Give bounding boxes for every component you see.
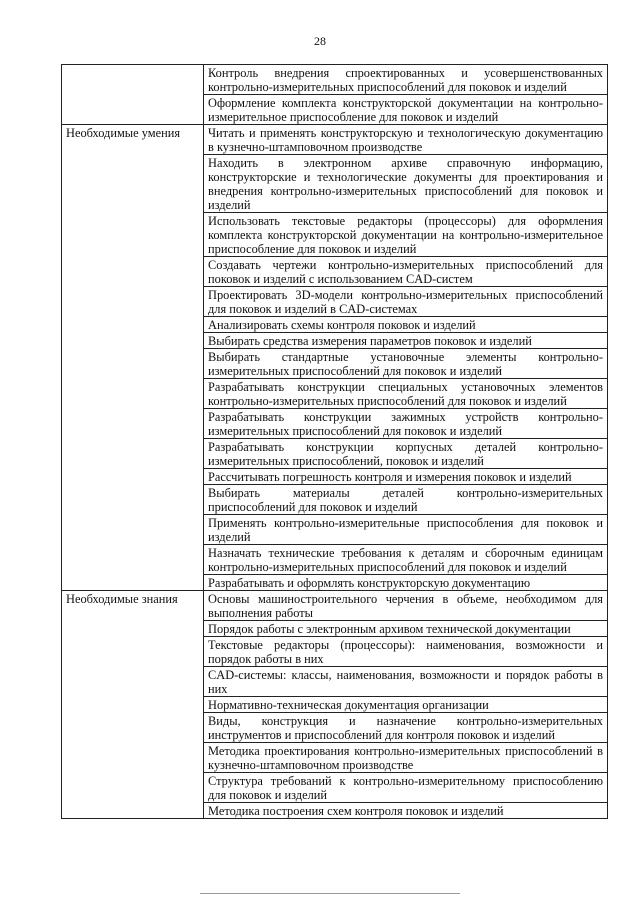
requirement-item: Назначать технические требования к деталям и сборочным единицам контрольно-измерительных приспособлений для поковок и изделий (204, 545, 608, 575)
requirements-table (61, 64, 608, 819)
requirement-item: Методика проектирования контрольно-измерительных приспособлений в кузнечно-штамповочном производстве (204, 743, 608, 773)
requirement-item: Методика построения схем контроля поковок и изделий (204, 803, 608, 819)
table-body (62, 65, 608, 819)
requirement-item: Структура требований к контрольно-измерительному приспособлению для поковок и изделий (204, 773, 608, 803)
requirement-item: Выбирать средства измерения параметров поковок и изделий (204, 333, 608, 349)
section-label: Необходимые умения (62, 125, 204, 591)
requirement-item: Разрабатывать и оформлять конструкторскую документацию (204, 575, 608, 591)
requirement-item: Использовать текстовые редакторы (процессоры) для оформления комплекта конструкторской документации на контрольно-измерительное приспособление для поковок и изделий (204, 213, 608, 257)
requirement-item: Разрабатывать конструкции корпусных деталей контрольно-измерительных приспособлений, поковок и изделий (204, 439, 608, 469)
requirement-item: Оформление комплекта конструкторской документации на контрольно-измерительное приспособление для поковок и изделий (204, 95, 608, 125)
requirement-item: CAD-системы: классы, наименования, возможности и порядок работы в них (204, 667, 608, 697)
requirement-item: Порядок работы с электронным архивом технической документации (204, 621, 608, 637)
requirement-item: Анализировать схемы контроля поковок и изделий (204, 317, 608, 333)
page-number: 28 (314, 34, 326, 48)
footer-divider (200, 893, 460, 894)
table-row (62, 65, 608, 95)
requirement-item: Виды, конструкция и назначение контрольно-измерительных инструментов и приспособлений для контроля поковок и изделий (204, 713, 608, 743)
requirement-item: Разрабатывать конструкции специальных установочных элементов контрольно-измерительных приспособлений для поковок и изделий (204, 379, 608, 409)
section-label (62, 65, 204, 125)
requirement-item: Находить в электронном архиве справочную информацию, конструкторские и технологические документы для проектирования и внедрения контрольно-измерительных приспособлений для поковок и изделий (204, 155, 608, 213)
table-row (62, 591, 608, 621)
requirement-item: Выбирать материалы деталей контрольно-измерительных приспособлений для поковок и изделий (204, 485, 608, 515)
requirement-item: Нормативно-техническая документация организации (204, 697, 608, 713)
requirement-item: Выбирать стандартные установочные элементы контрольно-измерительных приспособлений для поковок и изделий (204, 349, 608, 379)
section-label: Необходимые знания (62, 591, 204, 819)
requirement-item: Проектировать 3D-модели контрольно-измерительных приспособлений для поковок и изделий в CAD-системах (204, 287, 608, 317)
requirement-item: Рассчитывать погрешность контроля и измерения поковок и изделий (204, 469, 608, 485)
requirement-item: Создавать чертежи контрольно-измерительных приспособлений для поковок и изделий с использованием CAD-систем (204, 257, 608, 287)
requirement-item: Разрабатывать конструкции зажимных устройств контрольно-измерительных приспособлений для поковок и изделий (204, 409, 608, 439)
requirement-item: Применять контрольно-измерительные приспособления для поковок и изделий (204, 515, 608, 545)
requirement-item: Читать и применять конструкторскую и технологическую документацию в кузнечно-штамповочном производстве (204, 125, 608, 155)
requirement-item: Текстовые редакторы (процессоры): наименования, возможности и порядок работы в них (204, 637, 608, 667)
table-row (62, 125, 608, 155)
requirement-item: Контроль внедрения спроектированных и усовершенствованных контрольно-измерительных приспособлений для поковок и изделий (204, 65, 608, 95)
requirement-item: Основы машиностроительного черчения в объеме, необходимом для выполнения работы (204, 591, 608, 621)
